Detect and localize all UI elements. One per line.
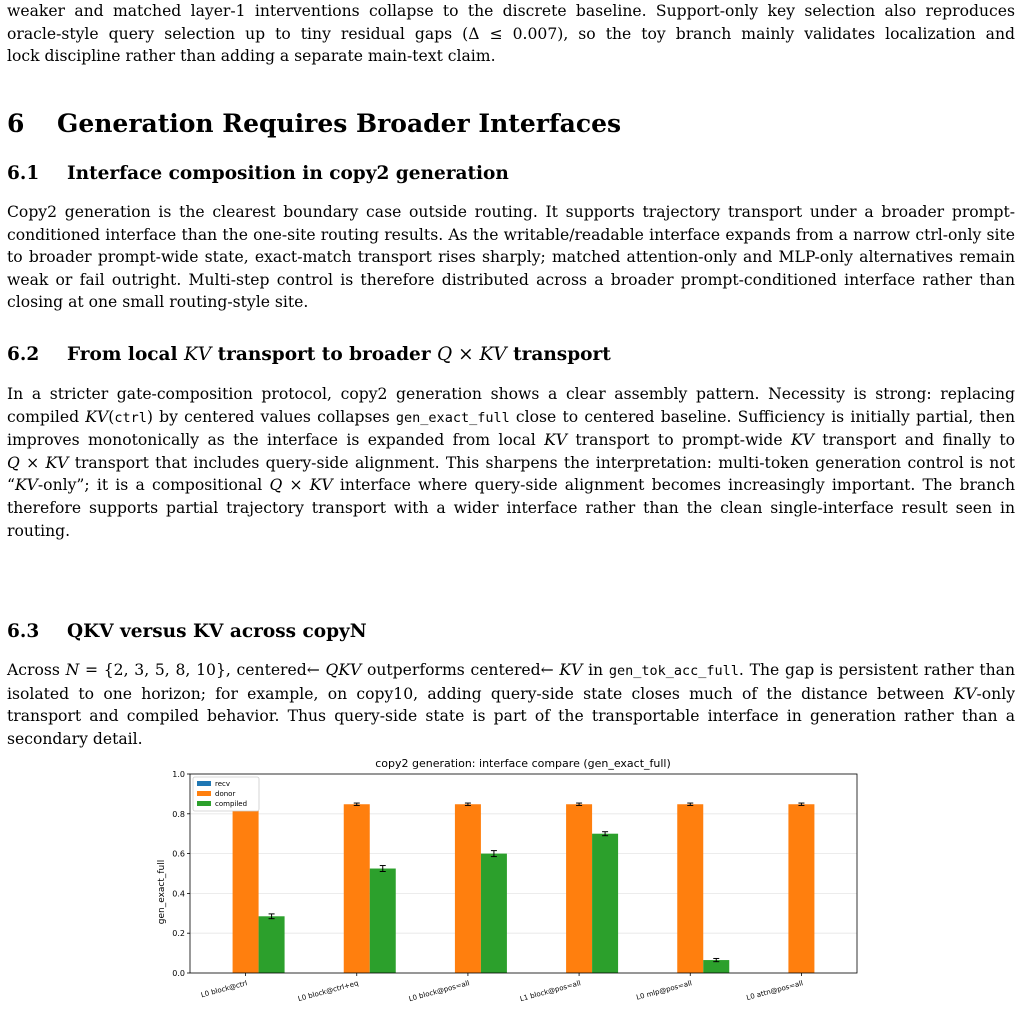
text: transport that includes query-side alignment. This sharpens the interpretation: multi-token generation control is not “ [7, 453, 1016, 495]
math-kv: KV [85, 407, 109, 426]
bar-donor [677, 804, 703, 973]
bar-compiled [259, 916, 285, 973]
legend-label-donor: donor [215, 790, 236, 798]
legend-label-recv: recv [215, 780, 231, 788]
code-metric: gen_exact_full [395, 409, 510, 426]
bar-donor [788, 804, 814, 973]
math-kv: KV [309, 476, 333, 495]
bar-compiled [592, 834, 618, 973]
math-times: × [452, 344, 480, 365]
legend-label-compiled: compiled [215, 800, 248, 808]
math-q: Q [437, 344, 453, 365]
intro-paragraph [7, 0, 1015, 68]
legend-swatch-donor [197, 791, 211, 796]
legend-swatch-recv [197, 781, 211, 786]
text: close to centered baseline. Sufficiency is initially partial, then improves monotonically as the interface is expanded from local [7, 407, 1015, 450]
text: Across [7, 661, 66, 679]
subsection-number: 6.2 [7, 344, 40, 365]
text: transport to prompt-wide [567, 431, 791, 450]
plot-frame [190, 774, 857, 973]
math-kv: KV [559, 661, 583, 679]
math-kv: KV [479, 344, 507, 365]
math-q: Q [7, 453, 20, 472]
grid [190, 774, 857, 973]
subsection-6-2-heading [7, 344, 611, 367]
y-tick-label: 0.4 [172, 889, 185, 899]
math-kv: KV [953, 684, 977, 703]
bar-compiled [370, 869, 396, 973]
section-heading [7, 109, 622, 138]
bar-chart [150, 758, 870, 1015]
text: interface where query-side alignment becomes increasingly important. The branch therefore supports partial trajectory transport with a wider interface rather than the clean single-interface result seen in routing. [7, 476, 1015, 540]
y-tick-label: 1.0 [172, 770, 185, 779]
y-tick-label: 0.8 [172, 809, 185, 819]
bar-donor [566, 804, 592, 973]
y-tick-label: 0.6 [172, 849, 185, 859]
title-part: transport to broader [211, 344, 438, 365]
math-kv: KV [184, 344, 212, 365]
math-kv: KV [790, 431, 814, 450]
x-tick-label: L0 block@ctrl+eq [297, 979, 360, 1004]
text: , centered← [225, 661, 326, 679]
section-title: Generation Requires Broader Interfaces [57, 109, 622, 138]
subsection-6-1-heading [7, 163, 509, 186]
math-kv: KV [14, 476, 38, 495]
legend-swatch-compiled [197, 801, 211, 806]
text: -only”; it is a compositional [37, 476, 270, 495]
math-set: = {2, 3, 5, 8, 10} [79, 661, 226, 679]
paragraph [7, 659, 1015, 750]
math-times: × [19, 453, 46, 472]
subsection-6-3-heading [7, 621, 367, 644]
text: by centered values collapses [152, 407, 396, 426]
text: transport and finally to [813, 431, 1015, 450]
math-kv: KV [544, 431, 568, 450]
math-q: Q [269, 476, 283, 495]
subsection-title: Interface composition in copy2 generation [67, 163, 509, 184]
math-times: × [282, 476, 310, 495]
math-qkv: QKV [325, 661, 362, 679]
bar-compiled [481, 854, 507, 973]
math-kv: KV [45, 453, 69, 472]
code-metric: gen_tok_acc_full [608, 663, 739, 679]
subsection-number: 6.1 [7, 163, 40, 184]
code-ctrl: ctrl [114, 409, 147, 426]
text: -only transport and compiled behavior. Thus query-side state is part of the transportable interface in generation rather than a secondary detail. [7, 684, 1015, 748]
chart-title: copy2 generation: interface compare (gen_exact_full) [375, 758, 671, 770]
x-tick-label: L0 block@ctrl [200, 979, 249, 1000]
subsection-number: 6.3 [7, 621, 40, 642]
section-number: 6 [7, 109, 25, 138]
paragraph: In a stricter gate-composition protocol, copy2 generation shows a clear assembly pattern. Necessity is strong: replacing compiled KV(ctrl) by centered values collapses gen_exact_full close to centered baseline. Sufficiency is initially partial, then improves monotonically as the interface is expanded from local KV transport to prompt-wide KV transport and finally to Q × KV transport that includes query-side alignment. This sharpens the interpretation: multi-token generation control is not “KV-only”; it is a compositional Q × KV interface where query-side alignment becomes increasingly important. The branch therefore supports partial trajectory transport with a wider interface rather than the clean single-interface result seen in routing. [7, 385, 1016, 540]
text: in [582, 661, 609, 679]
bar-donor [233, 804, 259, 973]
math-n: N [65, 661, 80, 679]
text: . The gap is persistent rather than isolated to one horizon; for example, on copy10, adding query-side state closes much of the distance between [7, 661, 1015, 703]
legend [193, 777, 259, 811]
text: outperforms centered← [361, 661, 560, 679]
intro-line-1: weaker and matched layer-1 interventions collapse to the discrete baseline. Support-only key selection also reproduces [7, 2, 1015, 20]
title-part: From local [67, 344, 184, 365]
x-tick-label: L0 block@pos=all [407, 979, 471, 1004]
bar-donor [344, 804, 370, 973]
y-axis-label: gen_exact_full [157, 859, 167, 925]
bar-donor [455, 804, 481, 973]
title-part: transport [506, 344, 611, 365]
intro-line-3: lock discipline rather than adding a separate main-text claim. [7, 47, 496, 66]
x-tick-label: L0 attn@pos=all [745, 979, 804, 1002]
text: In a stricter gate-composition protocol, copy2 generation shows a clear assembly pattern. Necessity is strong: replacing compiled [7, 385, 1015, 426]
subsection-6-1-body [7, 201, 1015, 314]
paragraph: Copy2 generation is the clearest boundary case outside routing. It supports trajectory transport under a broader prompt-conditioned interface than the one-site routing results. As the writable/readable interface expands from a narrow ctrl-only site to broader prompt-wide state, exact-match transport rises sharply; matched attention-only and MLP-only alternatives remain weak or fail outright. Multi-step control is therefore distributed across a broader prompt-conditioned interface rather than closing at one small routing-style site. [7, 203, 1015, 312]
intro-line-2: oracle-style query selection up to tiny residual gaps (Δ ≤ 0.007), so the toy branch mainly validates localization and [7, 24, 1015, 43]
y-tick-label: 0.0 [172, 969, 185, 978]
x-tick-label: L1 block@pos=all [519, 979, 582, 1004]
subsection-6-2-body [7, 383, 1015, 542]
y-tick-label: 0.2 [172, 929, 185, 939]
subsection-6-3-body [7, 659, 1015, 750]
bars [233, 803, 815, 973]
subsection-title: QKV versus KV across copyN [67, 621, 367, 642]
x-tick-label: L0 mlp@pos=all [635, 979, 693, 1002]
